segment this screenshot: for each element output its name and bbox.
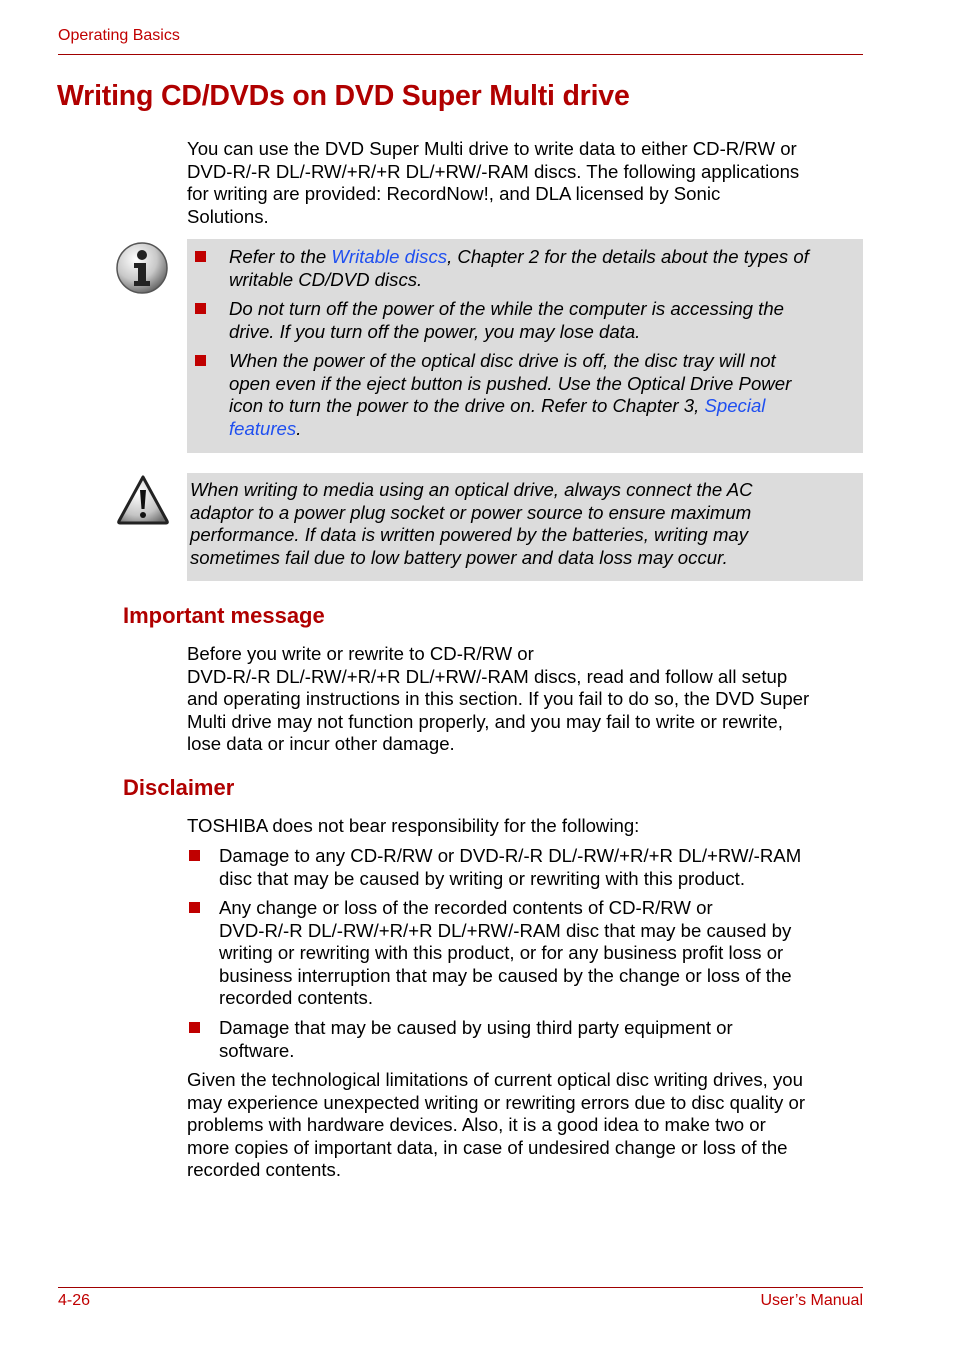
text-line: Given the technological limitations of current optical disc writing drives, you bbox=[187, 1069, 803, 1090]
warning-icon bbox=[116, 474, 170, 526]
intro-paragraph bbox=[187, 138, 867, 228]
text-line: sometimes fail due to low battery power and data loss may occur. bbox=[190, 546, 728, 568]
text-line: business interruption that may be caused by the change or loss of the bbox=[219, 964, 792, 986]
text-line: and operating instructions in this section. If you fail to do so, the DVD Super bbox=[187, 688, 810, 710]
text-line: more copies of important data, in case of undesired change or loss of the bbox=[187, 1136, 788, 1158]
text-line: recorded contents. bbox=[219, 987, 374, 1009]
text-line: Do not turn off the power of the while the computer is accessing the bbox=[229, 298, 785, 319]
text-segment: Refer to the bbox=[229, 246, 332, 267]
important-message-heading: Important message bbox=[123, 603, 325, 628]
text-line: You can use the DVD Super Multi drive to write data to either CD-R/RW or bbox=[187, 138, 797, 159]
bullet-icon bbox=[195, 251, 206, 262]
info-note-box bbox=[187, 239, 863, 453]
bullet-icon bbox=[195, 355, 206, 366]
text-line: open even if the eject button is pushed. Use the Optical Drive Power bbox=[229, 372, 792, 394]
caution-text bbox=[190, 479, 753, 569]
caution-note-box bbox=[187, 473, 863, 581]
text-line: software. bbox=[219, 1039, 295, 1061]
manual-name: User’s Manual bbox=[760, 1292, 863, 1309]
info-icon bbox=[115, 241, 169, 295]
text-segment: , Chapter 2 for the details about the types of bbox=[447, 246, 809, 267]
page-number: 4-26 bbox=[58, 1292, 91, 1309]
text-line: drive. If you turn off the power, you may lose data. bbox=[229, 320, 641, 342]
footer-rule bbox=[58, 1287, 863, 1288]
text-line: DVD-R/-R DL/-RW/+R/+R DL/+RW/-RAM discs, read and follow all setup bbox=[187, 665, 788, 687]
text-line: Damage that may be caused by using third party equipment or bbox=[219, 1017, 733, 1038]
text-line: Multi drive may not function properly, and you may fail to write or rewrite, bbox=[187, 710, 783, 732]
text-line: Any change or loss of the recorded contents of CD-R/RW or bbox=[219, 897, 713, 918]
text-segment: icon to turn the power to the drive on. Refer to Chapter 3, bbox=[229, 395, 705, 417]
text-line: DVD-R/-R DL/-RW/+R/+R DL/+RW/-RAM discs. The following applications bbox=[187, 160, 800, 182]
text-line: When writing to media using an optical drive, always connect the AC bbox=[190, 479, 753, 500]
text-line: adaptor to a power plug socket or power source to ensure maximum bbox=[190, 501, 752, 523]
text-line: may experience unexpected writing or rewriting errors due to disc quality or bbox=[187, 1091, 806, 1113]
text-line: writing or rewriting with this product, or for any business profit loss or bbox=[219, 942, 784, 964]
text-line: disc that may be caused by writing or rewriting with this product. bbox=[219, 867, 746, 889]
header-rule bbox=[58, 54, 863, 55]
text-line: TOSHIBA does not bear responsibility for the following: bbox=[187, 815, 640, 836]
special-features-link[interactable]: features bbox=[229, 417, 297, 439]
text-line: Damage to any CD-R/RW or DVD-R/-R DL/-RW/+R/+R DL/+RW/-RAM bbox=[219, 845, 802, 866]
text-segment: . bbox=[296, 417, 302, 439]
disclaimer-intro bbox=[187, 815, 867, 838]
text-line: When the power of the optical disc drive is off, the disc tray will not bbox=[229, 350, 776, 371]
bullet-icon bbox=[189, 902, 200, 913]
text-line: problems with hardware devices. Also, it is a good idea to make two or bbox=[187, 1114, 766, 1136]
important-message-paragraph bbox=[187, 643, 867, 756]
disclaimer-heading: Disclaimer bbox=[123, 775, 235, 800]
text-line: Before you write or rewrite to CD-R/RW or bbox=[187, 643, 534, 664]
text-line: performance. If data is written powered by the batteries, writing may bbox=[190, 524, 749, 546]
running-header: Operating Basics bbox=[58, 27, 180, 44]
writable-discs-link[interactable]: Writable discs bbox=[331, 246, 448, 267]
bullet-icon bbox=[195, 303, 206, 314]
text-line: recorded contents. bbox=[187, 1159, 342, 1181]
text-line: writable CD/DVD discs. bbox=[229, 268, 423, 290]
page-title: Writing CD/DVDs on DVD Super Multi drive bbox=[57, 80, 630, 112]
closing-paragraph bbox=[187, 1069, 867, 1182]
special-features-link[interactable]: Special bbox=[704, 395, 766, 417]
text-line: lose data or incur other damage. bbox=[187, 733, 455, 755]
text-line: Solutions. bbox=[187, 205, 269, 227]
text-line: DVD-R/-R DL/-RW/+R/+R DL/+RW/-RAM disc that may be caused by bbox=[219, 919, 792, 941]
text-line: for writing are provided: RecordNow!, and DLA licensed by Sonic bbox=[187, 183, 721, 205]
bullet-icon bbox=[189, 1022, 200, 1033]
bullet-icon bbox=[189, 850, 200, 861]
